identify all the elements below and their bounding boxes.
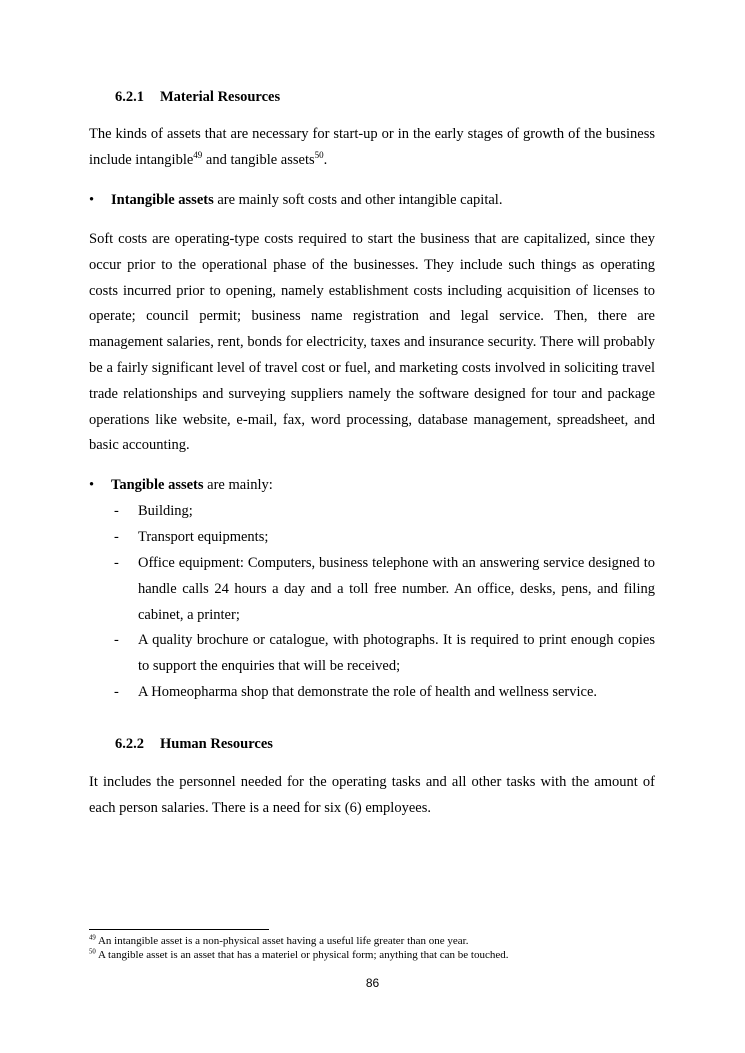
dash-marker: - xyxy=(114,529,119,545)
list-item xyxy=(114,498,655,524)
list-item xyxy=(114,627,655,679)
list-item-text: Office equipment: Computers, business telephone with an answering service designed to handle calls 24 hours a day and a toll free number. An office, desks, pens, and filing cabinet, a printer; xyxy=(138,555,655,624)
intro-text: The kinds of assets that are necessary for start-up or in the early stages of growth of the business include intangible xyxy=(89,126,655,168)
dash-marker: - xyxy=(114,684,119,700)
list-item-text: A Homeopharma shop that demonstrate the role of health and wellness service. xyxy=(138,684,598,700)
footnote-separator xyxy=(89,929,269,930)
bullet-text xyxy=(111,189,502,211)
page-number: 86 xyxy=(365,976,380,990)
dash-marker: - xyxy=(114,632,119,648)
section-heading-621 xyxy=(115,87,280,107)
footnote-mark: 50 xyxy=(89,948,96,956)
bullet-icon: • xyxy=(89,477,95,493)
human-resources-paragraph: It includes the personnel needed for the operating tasks and all other tasks with the amount of each person salaries. There is a need for six (6) employees. xyxy=(89,774,655,816)
term-description: are mainly soft costs and other intangible capital. xyxy=(213,192,503,208)
intro-text: and tangible assets xyxy=(202,151,315,168)
section-number: 6.2.1 xyxy=(115,89,144,105)
section-number: 6.2.2 xyxy=(115,736,144,752)
footnote-text: An intangible asset is a non-physical asset having a useful life greater than one year. xyxy=(95,935,469,947)
footnote-ref-50: 50 xyxy=(314,149,324,160)
section-title: Material Resources xyxy=(160,89,281,105)
term-description: are mainly: xyxy=(203,477,273,493)
term-intangible-assets: Intangible assets xyxy=(111,192,214,208)
dash-marker: - xyxy=(114,555,119,571)
dash-marker: - xyxy=(114,503,119,519)
list-item-text: Building; xyxy=(138,503,193,519)
footnote-49 xyxy=(89,935,468,948)
section-title: Human Resources xyxy=(160,736,273,752)
list-item-text: A quality brochure or catalogue, with photographs. It is required to print enough copies to support the enquiries that will be received; xyxy=(138,632,655,675)
list-item xyxy=(114,524,655,550)
footnote-50 xyxy=(89,949,509,962)
intro-paragraph xyxy=(89,122,655,174)
bullet-text xyxy=(111,474,273,496)
bullet-icon: • xyxy=(89,192,95,208)
section-heading-622 xyxy=(115,734,273,754)
footnote-mark: 49 xyxy=(89,934,96,942)
footnote-text: A tangible asset is an asset that has a materiel or physical form; anything that can be touched. xyxy=(95,949,509,961)
footnote-ref-49: 49 xyxy=(193,149,203,160)
list-item-text: Transport equipments; xyxy=(138,529,269,545)
list-item xyxy=(114,550,655,629)
list-item xyxy=(114,679,655,705)
intro-text: . xyxy=(323,151,328,168)
soft-costs-paragraph: Soft costs are operating-type costs required to start the business that are capitalized, since they occur prior to the operational phase of the businesses. They include such things as operating costs incurred prior to opening, namely establishment costs including acquisition of licenses to operate; council permit; business name registration and legal service. Then, there are management salaries, rent, bonds for electricity, taxes and insurance security. There will probably be a fairly significant level of travel cost or fuel, and marketing costs involved in soliciting travel trade relationships and surveying suppliers namely the software designed for tour and package operations like website, e-mail, fax, word processing, database management, spreadsheet, and basic accounting. xyxy=(89,231,655,454)
term-tangible-assets: Tangible assets xyxy=(111,477,204,493)
